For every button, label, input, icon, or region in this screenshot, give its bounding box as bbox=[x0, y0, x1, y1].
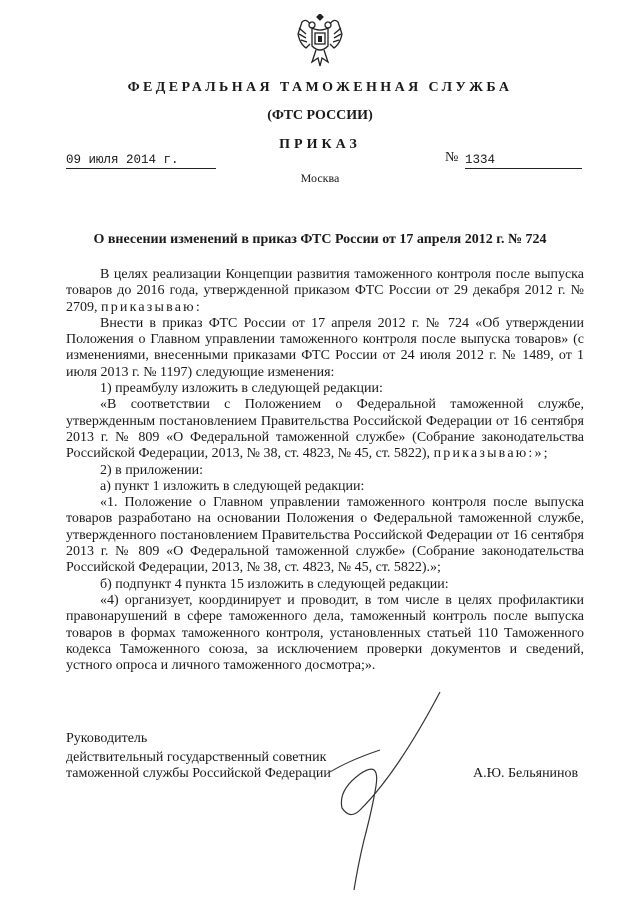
document-type: ПРИКАЗ bbox=[279, 137, 361, 152]
signatory-rank-line2: таможенной службы Российской Федерации bbox=[66, 766, 331, 781]
order-subject: О внесении изменений в приказ ФТС России от 17 апреля 2012 г. № 724 bbox=[93, 232, 547, 247]
coat-of-arms-icon bbox=[296, 14, 344, 70]
paragraph-amendment: Внести в приказ ФТС России от 17 апреля 2012 г. № 724 «Об утверждении Положения о Главном управлении таможенного контроля после выпуска товаров» (с изменениями, внесенными приказами ФТС России от 24 июля 2012 г. № 1489, от 1 июля 2013 г. № 1197) следующие изменения: bbox=[66, 315, 584, 380]
signatory-rank-line1: действительный государственный советник bbox=[66, 750, 327, 765]
signatory-title: Руководитель bbox=[66, 731, 148, 746]
paragraph-quote-4: «4) организует, координирует и проводит, в том числе в целях профилактики правонарушений в сфере таможенного дела, таможенный контроль после выпуска товаров в формах таможенного контроля, установленных статьей 110 Таможенного кодекса Таможенного союза, за исключением проверки документов и сведений, устного опроса и личного таможенного досмотра;». bbox=[66, 592, 584, 674]
paragraph-item-2: 2) в приложении: bbox=[100, 462, 203, 478]
order-body bbox=[66, 267, 584, 674]
paragraph-quote-preamble: «В соответствии с Положением о Федеральной таможенной службе, утвержденным постановлением Правительства Российской Федерации от 16 сентября 2013 г. № 809 «О Федеральной таможенной службе» (Собрание законодательства Российской Федерации, 2013, № 38, ст. 4823, № 45, ст. 5822), приказываю:»; bbox=[66, 397, 584, 462]
paragraph-item-2a: а) пункт 1 изложить в следующей редакции: bbox=[100, 478, 365, 494]
organization-short-name: (ФТС РОССИИ) bbox=[267, 108, 373, 123]
paragraph-item-1: 1) преамбулу изложить в следующей редакции: bbox=[100, 381, 383, 397]
paragraph-quote-1: «1. Положение о Главном управлении таможенного контроля после выпуска товаров разработано на основании Положения о Федеральной таможенной службе, утвержденного постановлением Правительства Российской Федерации от 16 сентября 2013 г. № 809 «О Федеральной таможенной службе» (Собрание законодательства Российской Федерации, 2013, № 38, ст. 4823, № 45, ст. 5822).»; bbox=[66, 495, 584, 576]
handwritten-signature bbox=[320, 690, 460, 900]
paragraph-preamble: В целях реализации Концепции развития таможенного контроля после выпуска товаров до 2016 года, утвержденной приказом ФТС России от 29 декабря 2012 г. № 2709, приказываю: bbox=[66, 267, 584, 315]
organization-name: ФЕДЕРАЛЬНАЯ ТАМОЖЕННАЯ СЛУЖБА bbox=[127, 80, 513, 95]
signatory-name: А.Ю. Бельянинов bbox=[473, 766, 579, 781]
city: Москва bbox=[300, 171, 340, 185]
order-number-label: № bbox=[445, 150, 459, 165]
order-date: 09 июля 2014 г. bbox=[66, 153, 216, 169]
order-word: приказываю: bbox=[101, 299, 202, 315]
order-number: 1334 bbox=[465, 153, 582, 169]
paragraph-item-2b: б) подпункт 4 пункта 15 изложить в следующей редакции: bbox=[100, 576, 449, 592]
order-word-quoted: приказываю:»; bbox=[433, 446, 550, 462]
